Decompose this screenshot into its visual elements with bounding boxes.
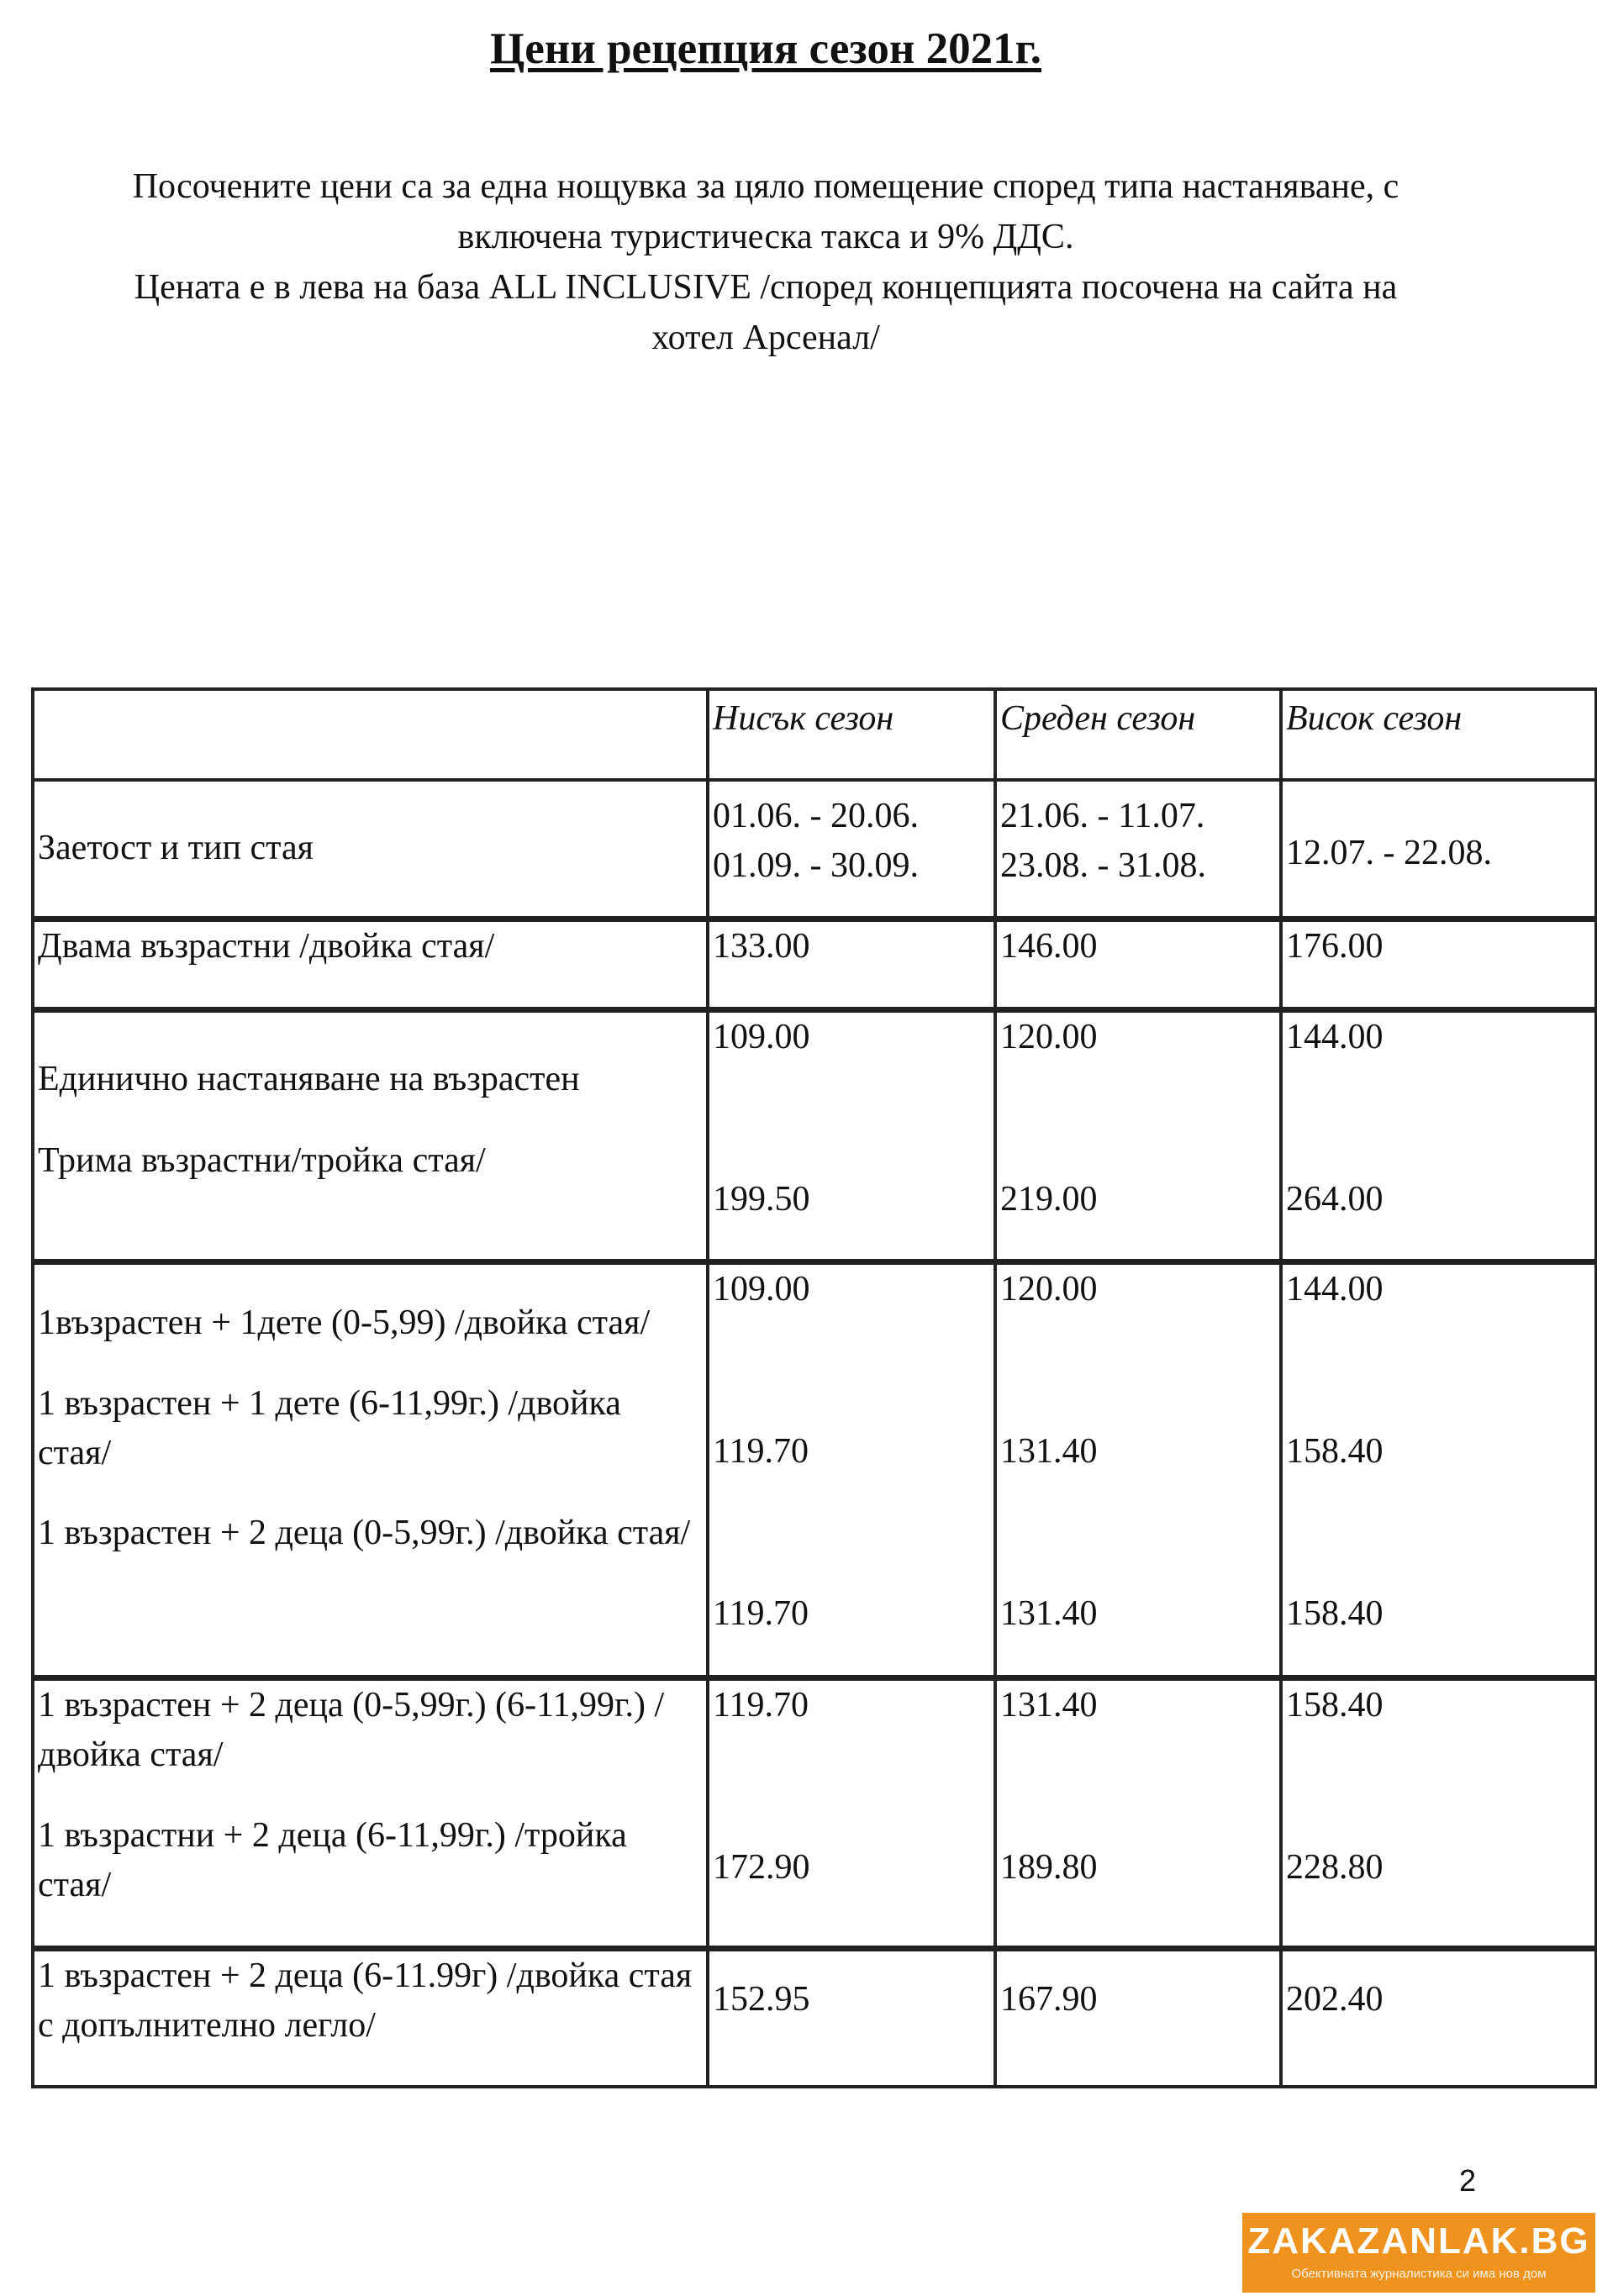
price-low-cell — [708, 1677, 995, 1948]
site-watermark — [1242, 2213, 1595, 2293]
table-header-row — [33, 689, 1596, 780]
price-mid: 219.00 — [1000, 1179, 1098, 1219]
price-low: 119.70 — [713, 1431, 809, 1471]
price-low: 119.70 — [713, 1685, 809, 1725]
price-mid: 120.00 — [1000, 1017, 1098, 1056]
table-row — [33, 1948, 1596, 2087]
price-mid: 167.90 — [995, 1948, 1281, 2087]
mid-season-periods — [995, 780, 1281, 919]
price-high: 158.40 — [1286, 1593, 1384, 1633]
low-season-periods — [708, 780, 995, 919]
period-range: 01.06. - 20.06. — [713, 797, 919, 835]
price-mid: 146.00 — [995, 919, 1281, 1009]
header-mid-season: Среден сезон — [995, 689, 1281, 780]
price-low: 172.90 — [713, 1847, 810, 1887]
table-row — [33, 1009, 1596, 1261]
price-low: 133.00 — [708, 919, 995, 1009]
high-season-period: 12.07. - 22.08. — [1281, 780, 1596, 919]
row-label-cell — [33, 1009, 708, 1261]
header-high-season: Висок сезон — [1281, 689, 1596, 780]
price-high: 176.00 — [1281, 919, 1596, 1009]
row-label: 1 възрастен + 2 деца (6-11.99г) /двойка стая с допълнително легло/ — [33, 1948, 708, 2087]
price-table — [31, 687, 1597, 2088]
price-low-cell — [708, 1261, 995, 1677]
intro-line: хотел Арсенал/ — [651, 319, 880, 357]
watermark-logo: ZAKAZANLAK.BG — [1247, 2220, 1590, 2262]
price-high: 144.00 — [1286, 1269, 1384, 1309]
table-row — [33, 919, 1596, 1009]
price-low-cell — [708, 1009, 995, 1261]
row-label-cell — [33, 1261, 708, 1677]
price-high: 228.80 — [1286, 1847, 1384, 1887]
price-high-cell — [1281, 1677, 1596, 1948]
row-label: Двама възрастни /двойка стая/ — [33, 919, 708, 1009]
document-title: Цени рецепция сезон 2021г. — [490, 24, 1041, 73]
price-high-cell — [1281, 1261, 1596, 1677]
period-range: 23.08. - 31.08. — [1000, 846, 1206, 885]
row-label: 1 възрастни + 2 деца (6-11,99г.) /тройка стая/ — [38, 1815, 627, 1904]
price-low: 109.00 — [713, 1269, 810, 1309]
row-label-cell — [33, 1677, 708, 1948]
row-label: 1възрастен + 1дете (0-5,99) /двойка стая/ — [38, 1303, 651, 1342]
page-number: 2 — [1459, 2163, 1477, 2198]
price-mid: 131.40 — [1000, 1593, 1098, 1633]
price-mid: 120.00 — [1000, 1269, 1098, 1309]
header-blank-cell — [33, 689, 708, 780]
row-label: Трима възрастни/тройка стая/ — [38, 1140, 486, 1180]
row-label: 1 възрастен + 2 деца (0-5,99г.) (6-11,99г.) /двойка стая/ — [38, 1685, 665, 1774]
period-range: 01.09. - 30.09. — [713, 846, 919, 885]
row-label: 1 възрастен + 1 дете (6-11,99г.) /двойка стая/ — [38, 1383, 621, 1472]
period-label: Заетост и тип стая — [33, 780, 708, 919]
price-low: 119.70 — [713, 1593, 809, 1633]
price-high: 264.00 — [1286, 1179, 1384, 1219]
price-high-cell — [1281, 1009, 1596, 1261]
price-mid: 131.40 — [1000, 1685, 1098, 1725]
price-high: 144.00 — [1286, 1017, 1384, 1056]
header-low-season: Нисък сезон — [708, 689, 995, 780]
intro-text — [50, 161, 1481, 363]
price-mid-cell — [995, 1677, 1281, 1948]
period-range: 21.06. - 11.07. — [1000, 797, 1205, 835]
price-low: 199.50 — [713, 1179, 810, 1219]
watermark-tagline: Обективната журналистика си има нов дом — [1291, 2267, 1547, 2281]
price-mid: 131.40 — [1000, 1431, 1098, 1471]
intro-line: Цената е в лева на база ALL INCLUSIVE /според концепцията посочена на сайта на — [134, 268, 1398, 307]
intro-line: Посочените цени са за една нощувка за цяло помещение според типа настаняване, с — [132, 167, 1399, 206]
price-mid-cell — [995, 1009, 1281, 1261]
period-row — [33, 780, 1596, 919]
price-high: 158.40 — [1286, 1431, 1384, 1471]
price-high: 158.40 — [1286, 1685, 1384, 1725]
price-mid-cell — [995, 1261, 1281, 1677]
price-high: 202.40 — [1281, 1948, 1596, 2087]
row-label: 1 възрастен + 2 деца (0-5,99г.) /двойка стая/ — [38, 1513, 691, 1552]
price-low: 109.00 — [713, 1017, 810, 1056]
table-row — [33, 1677, 1596, 1948]
price-mid: 189.80 — [1000, 1847, 1098, 1887]
row-label: Единично настаняване на възрастен — [38, 1059, 580, 1098]
intro-line: включена туристическа такса и 9% ДДС. — [457, 218, 1074, 256]
table-row — [33, 1261, 1596, 1677]
price-low: 152.95 — [708, 1948, 995, 2087]
